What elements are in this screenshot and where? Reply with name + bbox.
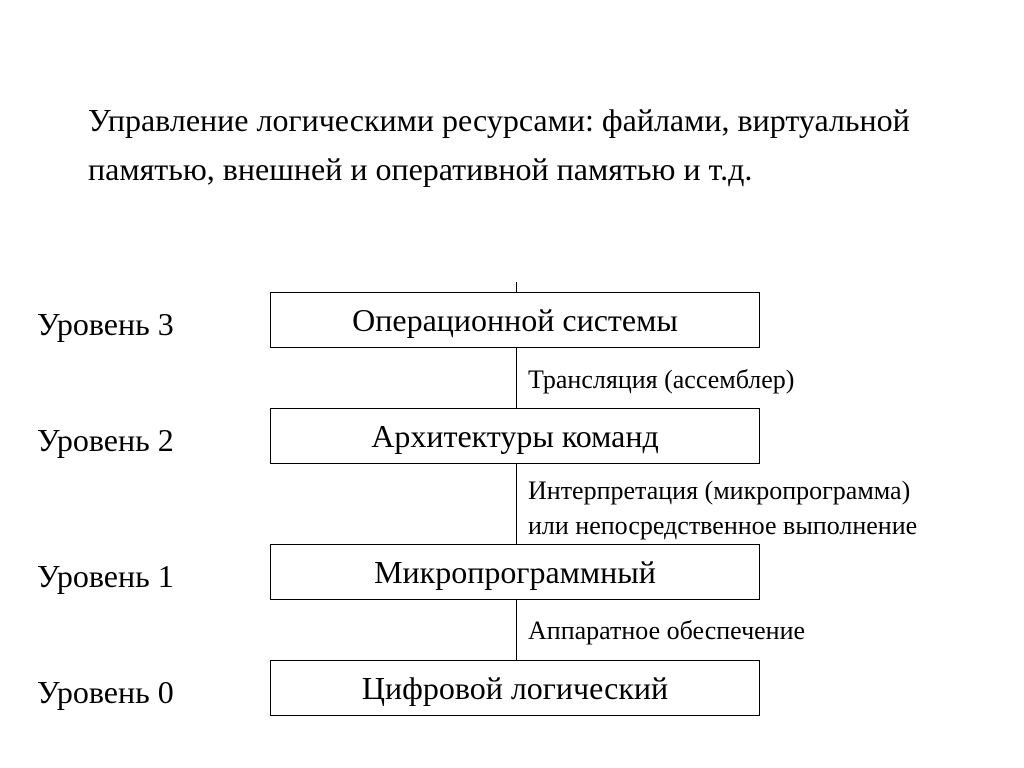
intro-text: Управление логическими ресурсами: файлами, виртуальной памятью, внешней и оперативной памятью и т.д. [88, 102, 910, 187]
transition-line: Трансляция (ассемблер) [528, 365, 795, 394]
level-label-3: Уровень 3 [37, 306, 174, 342]
level-box-0: Цифровой логический [270, 660, 760, 716]
transition-3-2 [528, 362, 794, 397]
connector-3-2 [516, 348, 517, 410]
connector-2-1 [516, 464, 517, 546]
level-label-1: Уровень 1 [37, 558, 174, 594]
level-label-0: Уровень 0 [37, 674, 174, 710]
transition-2-1 [528, 473, 917, 543]
connector-1-0 [516, 600, 517, 662]
level-label-2: Уровень 2 [37, 422, 174, 458]
transition-line: Интерпретация (микропрограмма) [528, 476, 911, 505]
level-box-3: Операционной системы [270, 292, 760, 348]
level-box-2: Архитектуры команд [270, 408, 760, 464]
transition-line: или непосредственное выполнение [528, 511, 918, 540]
transition-line: Аппаратное обеспечение [528, 616, 806, 645]
level-box-1: Микропрограммный [270, 544, 760, 600]
transition-1-0 [528, 613, 805, 648]
